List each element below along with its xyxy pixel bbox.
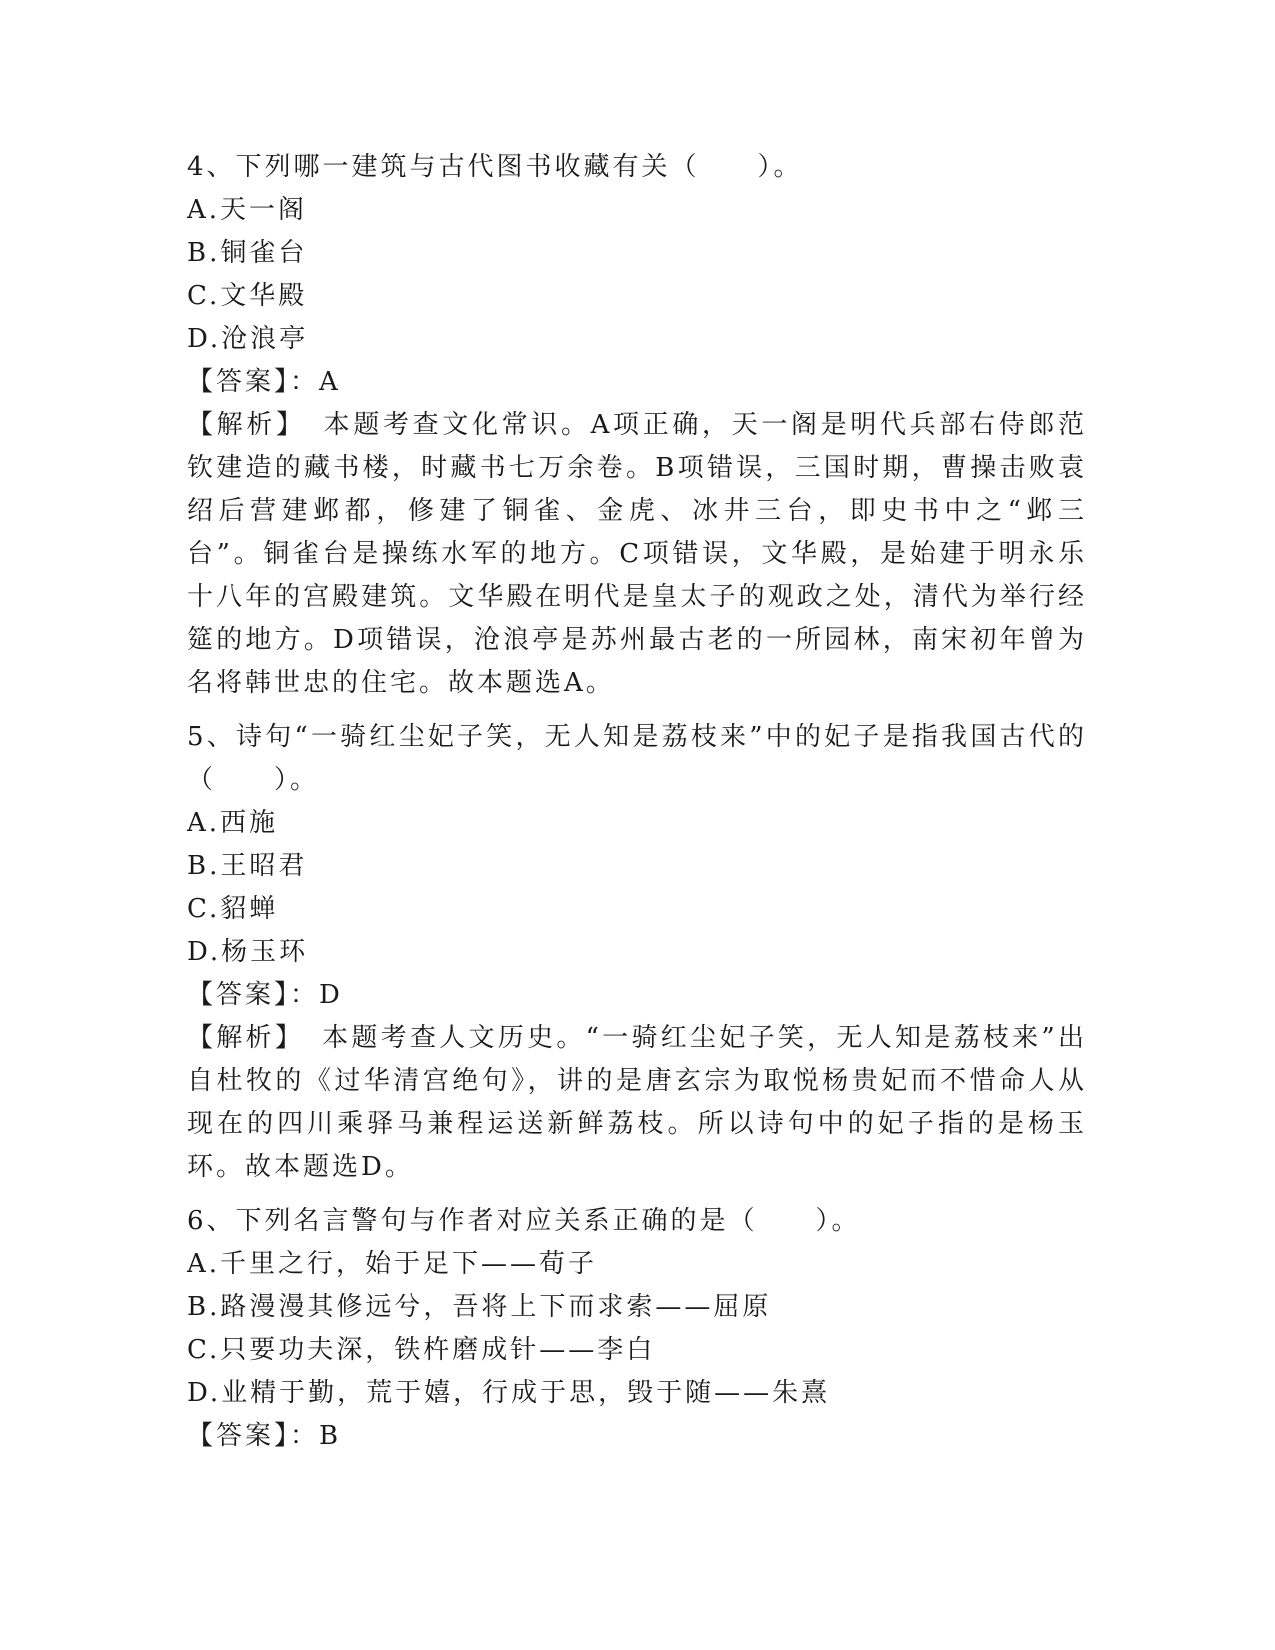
analysis-paragraph — [187, 1017, 1087, 1189]
option-d: D.杨玉环 — [187, 937, 309, 967]
option-a: A.天一阁 — [187, 195, 308, 225]
answer-label: 【答案】： — [187, 1421, 320, 1451]
option-b: B.铜雀台 — [187, 238, 308, 268]
answer-line — [187, 361, 1087, 404]
answer-label: 【答案】： — [187, 980, 320, 1010]
question-5 — [187, 716, 1087, 1189]
option-c: C.貂蝉 — [187, 894, 279, 924]
analysis-text: 本题考查文化常识。A项正确，天一阁是明代兵部右侍郎范钦建造的藏书楼，时藏书七万余卷。B项错误，三国时期，曹操击败袁绍后营建邺都，修建了铜雀、金虎、冰井三台，即史书中之“邺三台”。铜雀台是操练水军的地方。C项错误，文华殿，是始建于明永乐十八年的宫殿建筑。文华殿在明代是皇太子的观政之处，清代为举行经筵的地方。D项错误，沧浪亭是苏州最古老的一所园林，南宋初年曾为名将韩世忠的住宅。故本题选A。 — [187, 410, 1087, 698]
question-stem: 4、下列哪一建筑与古代图书收藏有关（ ）。 — [187, 152, 803, 182]
analysis-label: 【解析】 — [187, 1023, 305, 1053]
option-c: C.只要功夫深，铁杵磨成针——李白 — [187, 1335, 656, 1365]
answer-value: A — [319, 367, 341, 397]
answer-value: D — [319, 980, 343, 1010]
analysis-label: 【解析】 — [187, 410, 306, 440]
option-d: D.业精于勤，荒于嬉，行成于思，毁于随——朱熹 — [187, 1378, 831, 1408]
analysis-text: 本题考查人文历史。“一骑红尘妃子笑，无人知是荔枝来”出自杜牧的《过华清宫绝句》，讲的是唐玄宗为取悦杨贵妃而不惜命人从现在的四川乘驿马兼程运送新鲜荔枝。所以诗句中的妃子指的是杨玉环。故本题选D。 — [187, 1023, 1087, 1182]
option-a: A.千里之行，始于足下——荀子 — [187, 1249, 598, 1279]
answer-line — [187, 974, 1087, 1017]
question-6 — [187, 1200, 1087, 1458]
document-page — [187, 146, 1087, 1458]
option-c: C.文华殿 — [187, 281, 308, 311]
answer-line — [187, 1415, 1087, 1458]
answer-value: B — [319, 1421, 342, 1451]
question-stem: 6、下列名言警句与作者对应关系正确的是（ ）。 — [187, 1206, 861, 1236]
question-stem: 5、诗句“一骑红尘妃子笑，无人知是荔枝来”中的妃子是指我国古代的（ ）。 — [187, 722, 1087, 795]
option-a: A.西施 — [187, 808, 279, 838]
spacer — [187, 705, 1087, 716]
answer-label: 【答案】： — [187, 367, 320, 397]
analysis-paragraph — [187, 404, 1087, 705]
option-b: B.王昭君 — [187, 851, 308, 881]
spacer — [187, 1189, 1087, 1200]
question-4 — [187, 146, 1087, 705]
option-d: D.沧浪亭 — [187, 324, 309, 354]
option-b: B.路漫漫其修远兮，吾将上下而求索——屈原 — [187, 1292, 772, 1322]
